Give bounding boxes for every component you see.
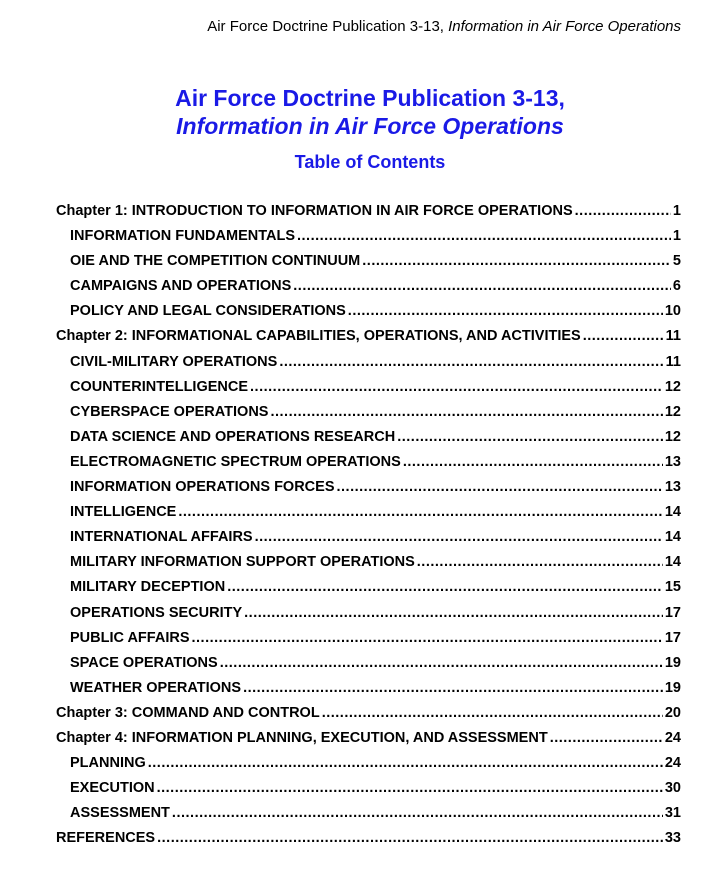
toc-entry-label[interactable]: Chapter 1: INTRODUCTION TO INFORMATION IN AIR FORCE OPERATIONS xyxy=(56,203,573,219)
toc-dot-leader xyxy=(322,705,663,721)
toc-section-entry[interactable] xyxy=(56,429,681,454)
toc-chapter-entry[interactable] xyxy=(56,730,681,755)
toc-entry-label[interactable]: OIE AND THE COMPETITION CONTINUUM xyxy=(70,253,361,270)
toc-section-entry[interactable] xyxy=(56,278,681,303)
toc-entry-label[interactable]: INFORMATION FUNDAMENTALS xyxy=(70,228,295,245)
toc-dot-leader xyxy=(293,278,671,294)
toc-entry-page-number[interactable]: 19 xyxy=(664,654,681,671)
table-of-contents xyxy=(56,203,681,855)
toc-entry-label[interactable]: POLICY AND LEGAL CONSIDERATIONS xyxy=(70,303,346,320)
toc-entry-page-number[interactable]: 13 xyxy=(664,479,681,496)
toc-chapter-entry[interactable] xyxy=(56,830,681,855)
toc-dot-leader xyxy=(348,303,663,319)
toc-section-entry[interactable] xyxy=(56,605,681,630)
toc-dot-leader xyxy=(397,429,663,445)
toc-dot-leader xyxy=(417,554,663,570)
toc-entry-label[interactable]: ELECTROMAGNETIC SPECTRUM OPERATIONS xyxy=(70,453,401,470)
toc-entry-page-number[interactable]: 20 xyxy=(664,704,681,721)
toc-entry-page-number[interactable]: 24 xyxy=(664,729,681,746)
toc-section-entry[interactable] xyxy=(56,479,681,504)
toc-section-entry[interactable] xyxy=(56,780,681,805)
toc-entry-label[interactable]: Chapter 3: COMMAND AND CONTROL xyxy=(56,704,320,721)
toc-dot-leader xyxy=(575,203,671,219)
toc-entry-page-number[interactable]: 14 xyxy=(664,554,681,571)
toc-dot-leader xyxy=(297,228,671,244)
toc-entry-page-number[interactable]: 1 xyxy=(672,203,681,219)
toc-entry-page-number[interactable]: 5 xyxy=(672,253,681,270)
toc-dot-leader xyxy=(243,680,663,696)
toc-entry-page-number[interactable]: 33 xyxy=(664,830,681,847)
toc-entry-page-number[interactable]: 13 xyxy=(664,453,681,470)
running-header xyxy=(207,18,681,35)
toc-section-entry[interactable] xyxy=(56,454,681,479)
toc-section-entry[interactable] xyxy=(56,404,681,429)
toc-dot-leader xyxy=(337,479,663,495)
toc-entry-page-number[interactable]: 17 xyxy=(664,629,681,646)
toc-entry-label[interactable]: MILITARY DECEPTION xyxy=(70,579,226,596)
toc-entry-page-number[interactable]: 15 xyxy=(664,579,681,596)
toc-entry-label[interactable]: OPERATIONS SECURITY xyxy=(70,604,243,621)
toc-entry-label[interactable]: COUNTERINTELLIGENCE xyxy=(70,378,249,395)
toc-chapter-entry[interactable] xyxy=(56,705,681,730)
toc-dot-leader xyxy=(244,605,663,621)
toc-entry-label[interactable]: PLANNING xyxy=(70,755,146,772)
toc-entry-label[interactable]: CAMPAIGNS AND OPERATIONS xyxy=(70,278,292,295)
toc-entry-page-number[interactable]: 12 xyxy=(664,378,681,395)
toc-entry-page-number[interactable]: 6 xyxy=(672,278,681,295)
toc-entry-page-number[interactable]: 1 xyxy=(672,228,681,245)
toc-section-entry[interactable] xyxy=(56,655,681,680)
toc-dot-leader xyxy=(148,755,663,771)
toc-entry-page-number[interactable]: 14 xyxy=(664,504,681,521)
toc-entry-page-number[interactable]: 11 xyxy=(665,353,681,370)
running-header-publication: Air Force Doctrine Publication 3-13, xyxy=(207,18,449,35)
toc-entry-label[interactable]: REFERENCES xyxy=(56,830,156,847)
toc-entry-label[interactable]: Chapter 4: INFORMATION PLANNING, EXECUTION, AND ASSESSMENT xyxy=(56,729,548,746)
toc-entry-page-number[interactable]: 12 xyxy=(664,428,681,445)
toc-entry-label[interactable]: CYBERSPACE OPERATIONS xyxy=(70,403,269,420)
toc-entry-label[interactable]: INFORMATION OPERATIONS FORCES xyxy=(70,479,335,496)
toc-entry-page-number[interactable]: 14 xyxy=(664,529,681,546)
toc-dot-leader xyxy=(157,780,663,796)
toc-entry-label[interactable]: EXECUTION xyxy=(70,780,155,797)
toc-chapter-entry[interactable] xyxy=(56,203,681,228)
toc-entry-label[interactable]: SPACE OPERATIONS xyxy=(70,654,218,671)
toc-entry-page-number[interactable]: 24 xyxy=(664,755,681,772)
toc-section-entry[interactable] xyxy=(56,805,681,830)
toc-entry-label[interactable]: CIVIL-MILITARY OPERATIONS xyxy=(70,353,278,370)
toc-dot-leader xyxy=(250,379,663,395)
toc-dot-leader xyxy=(172,805,663,821)
toc-dot-leader xyxy=(227,579,663,595)
toc-heading: Table of Contents xyxy=(294,152,446,172)
toc-entry-page-number[interactable]: 17 xyxy=(664,604,681,621)
toc-dot-leader xyxy=(220,655,663,671)
toc-section-entry[interactable] xyxy=(56,379,681,404)
toc-section-entry[interactable] xyxy=(56,755,681,780)
toc-section-entry[interactable] xyxy=(56,680,681,705)
toc-entry-label[interactable]: DATA SCIENCE AND OPERATIONS RESEARCH xyxy=(70,428,396,445)
toc-section-entry[interactable] xyxy=(56,253,681,278)
toc-entry-label[interactable]: MILITARY INFORMATION SUPPORT OPERATIONS xyxy=(70,554,415,571)
title-block xyxy=(0,84,715,174)
toc-entry-page-number[interactable]: 12 xyxy=(664,403,681,420)
toc-dot-leader xyxy=(403,454,663,470)
toc-entry-label[interactable]: WEATHER OPERATIONS xyxy=(70,679,242,696)
document-subtitle: Information in Air Force Operations xyxy=(176,113,564,139)
toc-dot-leader xyxy=(279,354,663,370)
toc-dot-leader xyxy=(550,730,663,746)
toc-entry-label[interactable]: Chapter 2: INFORMATIONAL CAPABILITIES, OPERATIONS, AND ACTIVITIES xyxy=(56,328,581,345)
toc-dot-leader xyxy=(157,830,663,846)
toc-dot-leader xyxy=(255,529,663,545)
toc-section-entry[interactable] xyxy=(56,529,681,554)
toc-entry-label[interactable]: INTELLIGENCE xyxy=(70,504,177,521)
toc-dot-leader xyxy=(362,253,671,269)
toc-section-entry[interactable] xyxy=(56,303,681,328)
toc-section-entry[interactable] xyxy=(56,504,681,529)
toc-dot-leader xyxy=(270,404,662,420)
toc-dot-leader xyxy=(583,328,664,344)
toc-section-entry[interactable] xyxy=(56,228,681,253)
toc-entry-page-number[interactable]: 31 xyxy=(664,805,681,822)
toc-section-entry[interactable] xyxy=(56,554,681,579)
toc-chapter-entry[interactable] xyxy=(56,328,681,353)
toc-entry-page-number[interactable]: 30 xyxy=(664,780,681,797)
toc-section-entry[interactable] xyxy=(56,630,681,655)
toc-entry-label[interactable]: PUBLIC AFFAIRS xyxy=(70,629,190,646)
toc-section-entry[interactable] xyxy=(56,579,681,604)
toc-entry-page-number[interactable]: 11 xyxy=(665,328,681,345)
toc-dot-leader xyxy=(178,504,663,520)
toc-entry-page-number[interactable]: 19 xyxy=(664,679,681,696)
toc-section-entry[interactable] xyxy=(56,354,681,379)
toc-entry-label[interactable]: ASSESSMENT xyxy=(70,805,170,822)
running-header-subtitle: Information in Air Force Operations xyxy=(448,18,681,35)
document-title: Air Force Doctrine Publication 3-13, xyxy=(175,85,565,111)
toc-dot-leader xyxy=(192,630,663,646)
toc-entry-label[interactable]: INTERNATIONAL AFFAIRS xyxy=(70,529,253,546)
toc-entry-page-number[interactable]: 10 xyxy=(664,303,681,320)
